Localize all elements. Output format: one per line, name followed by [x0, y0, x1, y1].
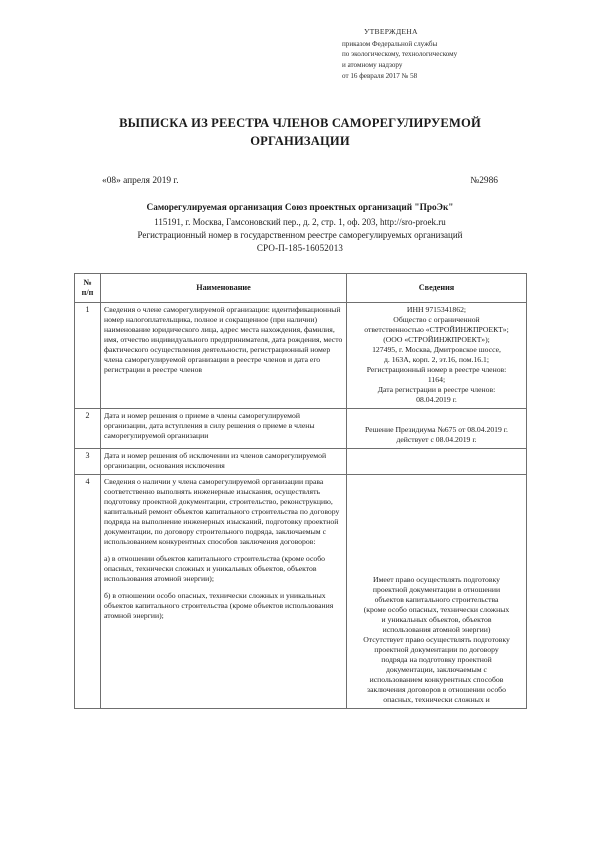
row-info	[347, 408, 527, 448]
info-line: Дата регистрации в реестре членов:	[377, 384, 496, 394]
table-row	[75, 302, 527, 408]
info-line: (кроме особо опасных, технически сложных	[363, 604, 510, 614]
column-header-name: Наименование	[101, 274, 347, 303]
approval-title: УТВЕРЖДЕНА	[364, 27, 418, 36]
info-line: использованием конкурентных способов	[369, 674, 504, 684]
table-row	[75, 408, 527, 448]
info-line: Отсутствует право осуществлять подготовку	[363, 634, 510, 644]
info-line: опасных, технически сложных и	[383, 694, 490, 704]
info-line: 08.04.2019 г.	[416, 394, 457, 404]
info-block-b	[350, 635, 523, 705]
info-line: Общество с ограниченной	[393, 314, 480, 324]
info-line: использования атомной энергии)	[382, 624, 491, 634]
row-number: 3	[75, 448, 101, 474]
row-number: 1	[75, 302, 101, 408]
info-line: 1164;	[427, 374, 446, 384]
approval-line-1: приказом Федеральной службы	[342, 39, 438, 48]
approval-line-2: по экологическому, технологическому	[342, 50, 458, 59]
organization-address: 115191, г. Москва, Гамсоновский пер., д. 2, стр. 1, оф. 203, http://sro-proek.ru	[154, 216, 446, 227]
info-line: подряда на подготовку проектной	[381, 654, 492, 664]
info-line: документации, заключаемым с	[386, 664, 487, 674]
row-number: 4	[75, 474, 101, 708]
column-header-info: Сведения	[347, 274, 527, 303]
document-number: №2986	[470, 176, 498, 187]
info-line: ответственностью «СТРОЙИНЖПРОЕКТ»;	[364, 324, 509, 334]
info-line: проектной документации по договору	[374, 644, 499, 654]
row-name-intro: Сведения о наличии у члена саморегулируемой организации права соответственно выполнять инженерные изыскания, осуществлять подготовку проектной документации, строительство, реконструкцию, капитальный ремонт объектов капитального строительства по договору подряда на выполнение инженерных изысканий, подготовку проектной документации, по договору строительного подряда, заключаемым с использованием конкурентных способов заключения договоров:	[104, 476, 340, 546]
approval-line-4: от 16 февраля 2017 № 58	[342, 71, 418, 80]
row-info	[347, 474, 527, 708]
table-row	[75, 474, 527, 708]
approval-header	[342, 26, 532, 82]
row-name	[101, 474, 347, 708]
page-title-line-1: ВЫПИСКА ИЗ РЕЕСТРА ЧЛЕНОВ САМОРЕГУЛИРУЕМОЙ	[119, 115, 481, 130]
date-number-line	[74, 176, 526, 186]
row-info	[347, 302, 527, 408]
registry-table	[74, 273, 527, 709]
row-name: Сведения о члене саморегулируемой организации: идентификационный номер налогоплательщика, полное и сокращенное (при наличии) наименование юридического лица, адрес места нахождения, фамилия, имя, отчество индивидуального предпринимателя, дата рождения, место фактического осуществления деятельности, регистрационный номер члена саморегулируемой организации в реестре членов и дата его регистрации в реестре членов	[101, 302, 347, 408]
info-line: 127495, г. Москва, Дмитровское шоссе,	[372, 344, 501, 354]
info-line: объектов капитального строительства	[374, 594, 499, 604]
column-header-number	[75, 274, 101, 303]
info-line: Имеет право осуществлять подготовку	[373, 574, 500, 584]
column-header-number-line-2: п/п	[81, 287, 94, 297]
column-header-number-line-1: №	[83, 278, 92, 288]
info-block-a	[350, 477, 523, 635]
row-info	[347, 448, 527, 474]
info-line: Решение Президиума №675 от 08.04.2019 г.	[365, 424, 508, 434]
document-date: «08» апреля 2019 г.	[102, 176, 179, 187]
row-number: 2	[75, 408, 101, 448]
info-line: и уникальных объектов, объектов	[381, 614, 492, 624]
row-name-subitem-a: а) в отношении объектов капитального строительства (кроме особо опасных, технически сложных и уникальных объектов, объектов использования атомной энергии);	[104, 553, 325, 583]
info-line: проектной документации в отношении	[372, 584, 501, 594]
organization-registry-code: СРО-П-185-16052013	[256, 242, 344, 253]
info-line: заключения договоров в отношении особо	[367, 684, 506, 694]
page-title-line-2: ОРГАНИЗАЦИИ	[250, 133, 350, 148]
table-row	[75, 448, 527, 474]
row-name: Дата и номер решения об исключении из членов саморегулируемой организации, основания исключения	[101, 448, 347, 474]
organization-name: Саморегулируемая организация Союз проектных организаций "ПроЭк"	[146, 203, 454, 214]
row-name: Дата и номер решения о приеме в члены саморегулируемой организации, дата вступления в силу решения о приеме в члены саморегулируемой организации	[101, 408, 347, 448]
info-line: ИНН 9715341862;	[406, 304, 467, 314]
info-line: Регистрационный номер в реестре членов:	[366, 364, 507, 374]
info-line: д. 163А, корп. 2, эт.16, пом.16.1;	[383, 354, 490, 364]
info-line: действует с 08.04.2019 г.	[396, 434, 477, 444]
row-name-subitem-b: б) в отношении особо опасных, технически сложных и уникальных объектов капитального строительства (кроме объектов использования атомной энергии);	[104, 590, 334, 620]
approval-line-3: и атомному надзору	[342, 61, 403, 70]
organization-block	[74, 202, 526, 255]
info-line: (ООО «СТРОЙИНЖПРОЕКТ»);	[383, 334, 490, 344]
organization-registry-label: Регистрационный номер в государственном реестре саморегулируемых организаций	[137, 229, 463, 240]
table-header-row	[75, 274, 527, 303]
page-title	[74, 114, 526, 151]
